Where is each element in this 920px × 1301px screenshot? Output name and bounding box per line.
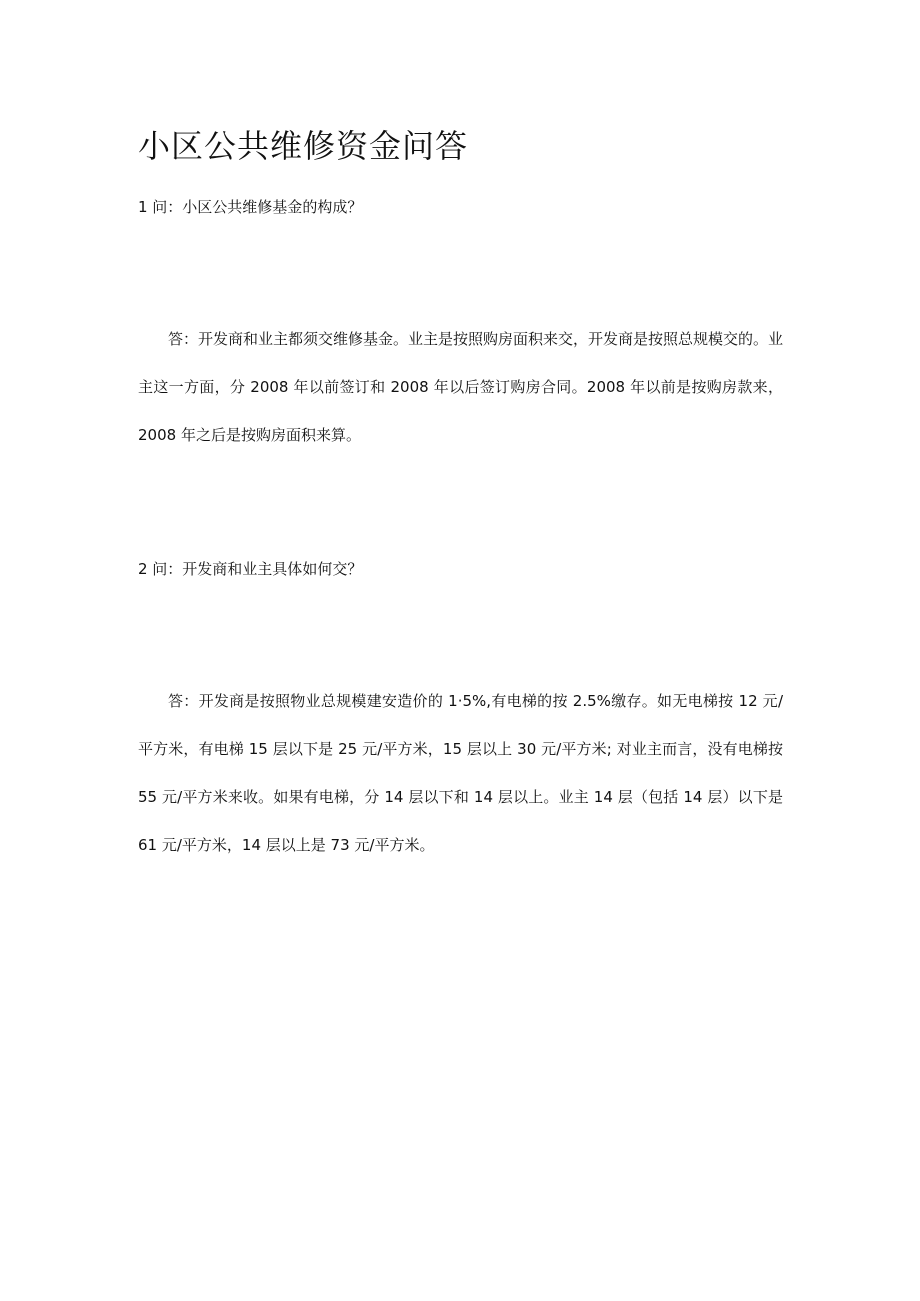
question-1: 1 问：小区公共维修基金的构成？ [138, 198, 363, 216]
question-2: 2 问：开发商和业主具体如何交？ [138, 560, 363, 578]
answer-1: 答：开发商和业主都须交维修基金。业主是按照购房面积来交，开发商是按照总规模交的。业主这一方面，分 2008 年以前签订和 2008 年以后签订购房合同。2008 年以前是按购房款来，2008 年之后是按购房面积来算。 [138, 330, 784, 444]
answer-2: 答：开发商是按照物业总规模建安造价的 1·5%,有电梯的按 2.5%缴存。如无电梯按 12 元/平方米，有电梯 15 层以下是 25 元/平方米，15 层以上 30 元/平方米; 对业主而言，没有电梯按 55 元/平方米来收。如果有电梯，分 14 层以下和 14 层以上。业主 14 层（包括 14 层）以下是 61 元/平方米，14 层以上是 73 元/平方米。 [138, 692, 783, 854]
page-title: 小区公共维修资金问答 [138, 127, 469, 165]
